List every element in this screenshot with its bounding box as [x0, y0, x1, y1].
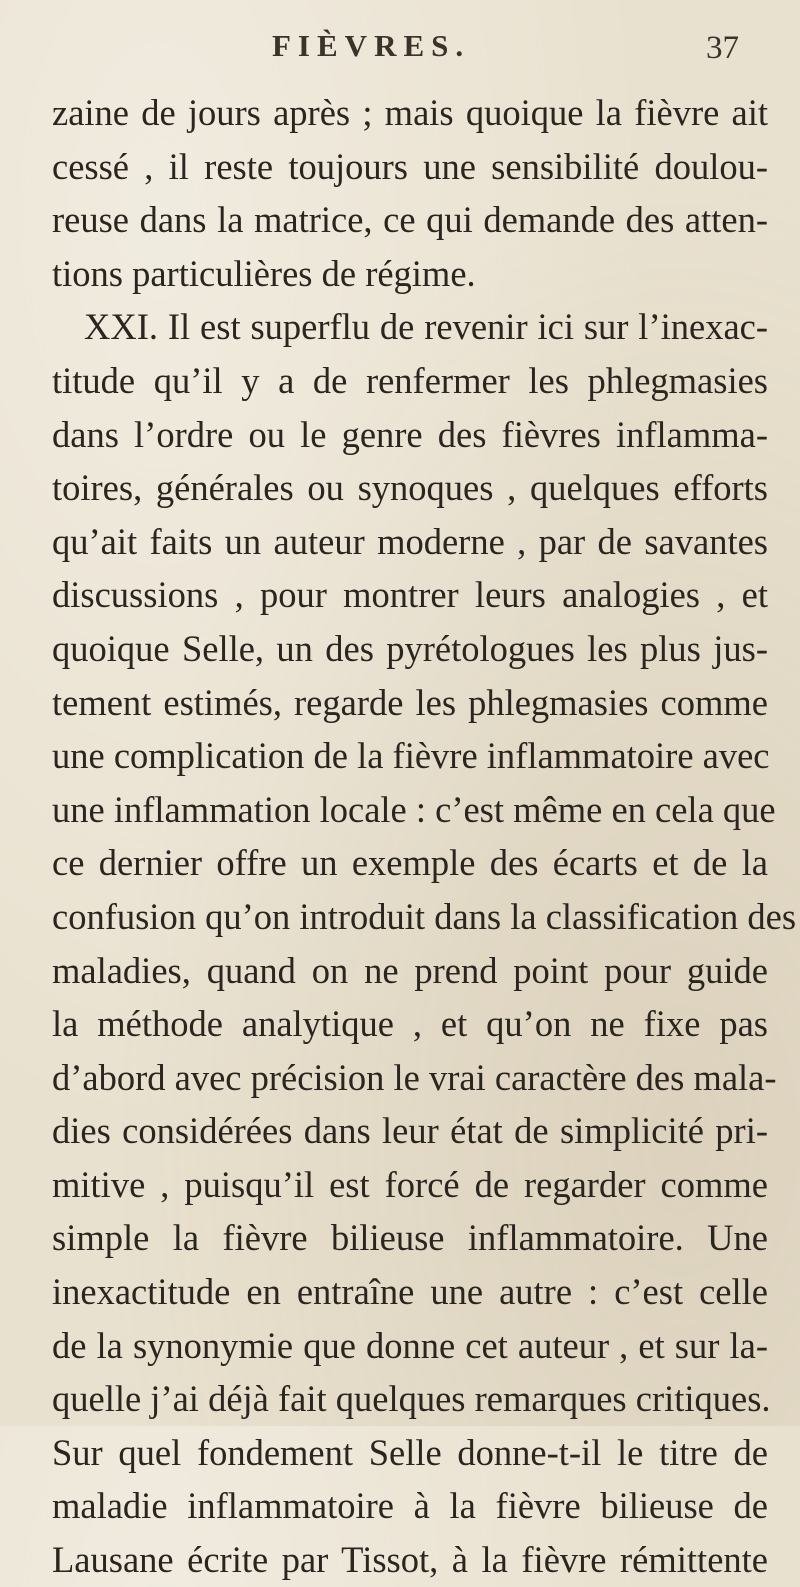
text-line: cessé , il reste toujours une sensibilité doulou- — [52, 145, 768, 187]
text-line: qu’ait faits un auteur moderne , par de savantes — [52, 520, 768, 562]
text-line: mitive , puisqu’il est forcé de regarder comme — [52, 1163, 768, 1205]
text-line: Sur quel fondement Selle donne-t-il le titre de — [52, 1431, 768, 1473]
text-line: Lausane écrite par Tissot, à la fièvre rémittente — [52, 1539, 768, 1581]
text-line: dies considérées dans leur état de simplicité pri- — [52, 1110, 768, 1152]
text-line: une complication de la fièvre inflammatoire avec — [52, 735, 770, 777]
running-head-title: FIÈVRES. — [272, 28, 471, 63]
text-line: la méthode analytique , et qu’on ne fixe pas — [52, 1003, 768, 1045]
text-line: une inflammation locale : c’est même en cela que — [52, 788, 776, 830]
section-heading-line: XXI. Il est superflu de revenir ici sur l’inexac- — [84, 306, 768, 348]
text-line: ce dernier offre un exemple des écarts et de la — [52, 842, 768, 884]
text-line: toires, générales ou synoques , quelques efforts — [52, 467, 768, 509]
page-number: 37 — [706, 30, 739, 66]
text-line: simple la fièvre bilieuse inflammatoire. Une — [52, 1217, 768, 1259]
text-line: inexactitude en entraîne une autre : c’est celle — [52, 1271, 768, 1313]
text-line: titude qu’il y a de renfermer les phlegmasies — [52, 359, 768, 401]
running-head — [0, 28, 800, 78]
text-line: reuse dans la matrice, ce qui demande des atten- — [52, 199, 768, 241]
text-line: confusion qu’on introduit dans la classification des — [52, 895, 797, 937]
text-line: dans l’ordre ou le genre des fièvres inflamma- — [52, 413, 768, 455]
text-line: zaine de jours après ; mais quoique la fièvre ait — [52, 92, 768, 133]
text-line: maladie inflammatoire à la fièvre bilieuse de — [52, 1485, 768, 1527]
text-line: tions particulières de régime. — [52, 252, 476, 294]
text-line: discussions , pour montrer leurs analogies , et — [52, 574, 768, 616]
text-line: quelle j’ai déjà fait quelques remarques critiques. — [52, 1378, 771, 1420]
text-line: maladies, quand on ne prend point pour guide — [52, 949, 768, 991]
text-line: tement estimés, regarde les phlegmasies comme — [52, 681, 768, 723]
text-line: d’abord avec précision le vrai caractère des mala- — [52, 1056, 777, 1098]
text-line: de la synonymie que donne cet auteur , et sur la- — [52, 1324, 768, 1366]
text-line: quoique Selle, un des pyrétologues les plus jus- — [52, 627, 768, 669]
body-text — [52, 86, 797, 1587]
